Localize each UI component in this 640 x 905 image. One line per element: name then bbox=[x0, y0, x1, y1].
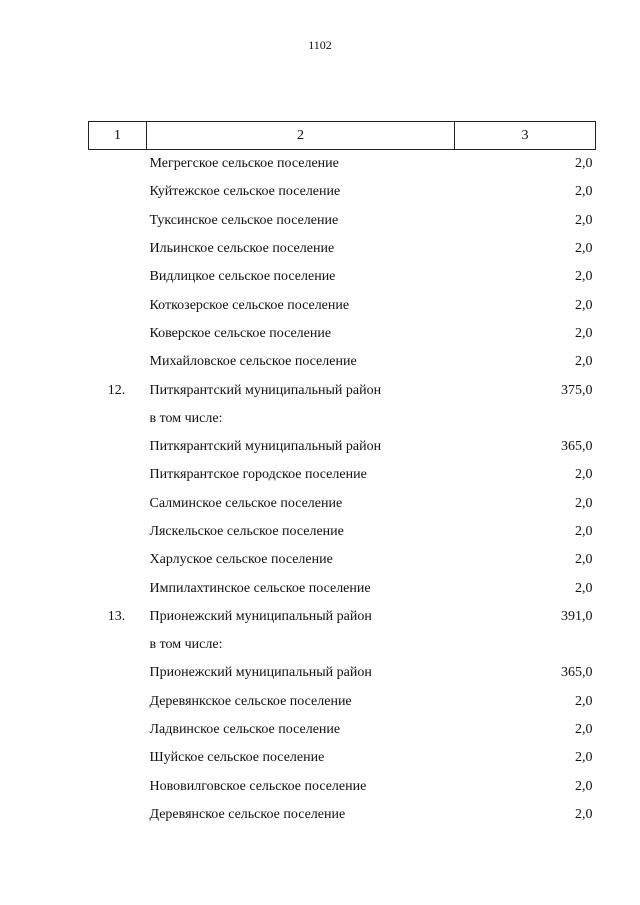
table-row bbox=[89, 461, 596, 489]
row-number bbox=[89, 801, 147, 829]
row-value: 2,0 bbox=[575, 524, 593, 539]
table-row bbox=[89, 546, 596, 574]
row-name: в том числе: bbox=[149, 410, 223, 426]
row-value: 2,0 bbox=[575, 156, 593, 172]
table-row bbox=[89, 291, 596, 319]
row-value: 2,0 bbox=[575, 467, 593, 483]
row-number bbox=[89, 546, 147, 574]
row-value: 391,0 bbox=[561, 608, 593, 624]
row-value: 2,0 bbox=[575, 693, 593, 709]
row-number bbox=[89, 405, 147, 433]
table-row bbox=[89, 320, 596, 348]
row-number: 12. bbox=[107, 382, 126, 398]
table-row bbox=[89, 263, 596, 291]
column-header-1: 1 bbox=[89, 122, 147, 150]
row-name: Шуйское сельское поселение bbox=[149, 750, 325, 766]
row-value: 365,0 bbox=[561, 439, 593, 455]
row-value: 2,0 bbox=[575, 552, 593, 568]
row-value: 2,0 bbox=[575, 325, 593, 341]
row-number bbox=[89, 688, 147, 716]
row-name: Ладвинское сельское поселение bbox=[149, 722, 341, 738]
table-row bbox=[89, 150, 596, 179]
row-number bbox=[89, 461, 147, 489]
row-name: Коткозерское сельское поселение bbox=[149, 297, 350, 313]
row-number bbox=[89, 631, 147, 659]
row-number: 13. bbox=[107, 608, 126, 624]
row-number bbox=[89, 744, 147, 772]
row-value bbox=[455, 405, 596, 433]
row-number bbox=[89, 574, 147, 602]
row-name: Ильинское сельское поселение bbox=[149, 241, 335, 257]
row-number bbox=[89, 150, 147, 179]
table-row bbox=[89, 659, 596, 687]
row-value: 2,0 bbox=[575, 722, 593, 738]
table-row bbox=[89, 405, 596, 433]
row-name: Питкярантский муниципальный район bbox=[149, 382, 382, 398]
row-number bbox=[89, 490, 147, 518]
row-value: 375,0 bbox=[561, 382, 593, 398]
table-row bbox=[89, 207, 596, 235]
row-value: 2,0 bbox=[575, 269, 593, 285]
row-number bbox=[89, 263, 147, 291]
row-value: 2,0 bbox=[575, 778, 593, 794]
column-header-2: 2 bbox=[147, 122, 455, 150]
page-number: 1102 bbox=[308, 38, 332, 52]
table-row bbox=[89, 631, 596, 659]
row-number bbox=[89, 291, 147, 319]
table-row bbox=[89, 773, 596, 801]
row-number bbox=[89, 716, 147, 744]
table-row bbox=[89, 744, 596, 772]
row-value: 2,0 bbox=[575, 184, 593, 200]
row-number bbox=[89, 207, 147, 235]
header-row bbox=[89, 122, 596, 150]
table-body bbox=[89, 150, 596, 830]
table-header bbox=[89, 122, 596, 150]
table-row bbox=[89, 574, 596, 602]
row-name: Прионежский муниципальный район bbox=[149, 665, 372, 681]
row-name: Ляскельское сельское поселение bbox=[149, 524, 344, 539]
row-value: 2,0 bbox=[575, 495, 593, 511]
data-table bbox=[88, 121, 596, 829]
row-name: Питкярантский муниципальный район bbox=[149, 439, 382, 455]
row-number bbox=[89, 178, 147, 206]
table-row bbox=[89, 518, 596, 546]
row-name: Мегрегское сельское поселение bbox=[149, 156, 339, 172]
row-name: Нововилговское сельское поселение bbox=[149, 778, 367, 794]
row-value: 2,0 bbox=[575, 354, 593, 370]
row-name: Туксинское сельское поселение bbox=[149, 212, 339, 228]
row-name: Прионежский муниципальный район bbox=[149, 608, 372, 624]
row-value: 2,0 bbox=[575, 806, 593, 822]
table-row bbox=[89, 376, 596, 404]
row-name: Деревянкское сельское поселение bbox=[149, 693, 352, 709]
table-row bbox=[89, 801, 596, 829]
row-number bbox=[89, 659, 147, 687]
table-row bbox=[89, 716, 596, 744]
row-value: 2,0 bbox=[575, 212, 593, 228]
row-value: 365,0 bbox=[561, 665, 593, 681]
row-number bbox=[89, 348, 147, 376]
row-name: Питкярантское городское поселение bbox=[149, 467, 367, 483]
row-name: Салминское сельское поселение bbox=[149, 495, 343, 511]
row-number bbox=[89, 773, 147, 801]
row-name: Импилахтинское сельское поселение bbox=[149, 580, 371, 596]
table-row bbox=[89, 688, 596, 716]
row-value: 2,0 bbox=[575, 580, 593, 596]
row-value: 2,0 bbox=[575, 750, 593, 766]
column-header-3: 3 bbox=[455, 122, 596, 150]
row-number bbox=[89, 235, 147, 263]
table-row bbox=[89, 433, 596, 461]
row-name: Коверское сельское поселение bbox=[149, 325, 332, 341]
row-name: Михайловское сельское поселение bbox=[149, 354, 357, 370]
row-number bbox=[89, 518, 147, 546]
table-row bbox=[89, 603, 596, 631]
row-name: Видлицкое сельское поселение bbox=[149, 269, 336, 285]
row-value: 2,0 bbox=[575, 297, 593, 313]
row-name: Деревянское сельское поселение bbox=[149, 806, 346, 822]
row-name: Харлуское сельское поселение bbox=[149, 552, 333, 568]
row-value: 2,0 bbox=[575, 241, 593, 257]
table-row bbox=[89, 235, 596, 263]
row-name: Куйтежское сельское поселение bbox=[149, 184, 341, 200]
row-number bbox=[89, 320, 147, 348]
row-name: в том числе: bbox=[149, 637, 223, 653]
row-number bbox=[89, 433, 147, 461]
row-value bbox=[455, 631, 596, 659]
table-row bbox=[89, 178, 596, 206]
table-row bbox=[89, 490, 596, 518]
table-row bbox=[89, 348, 596, 376]
